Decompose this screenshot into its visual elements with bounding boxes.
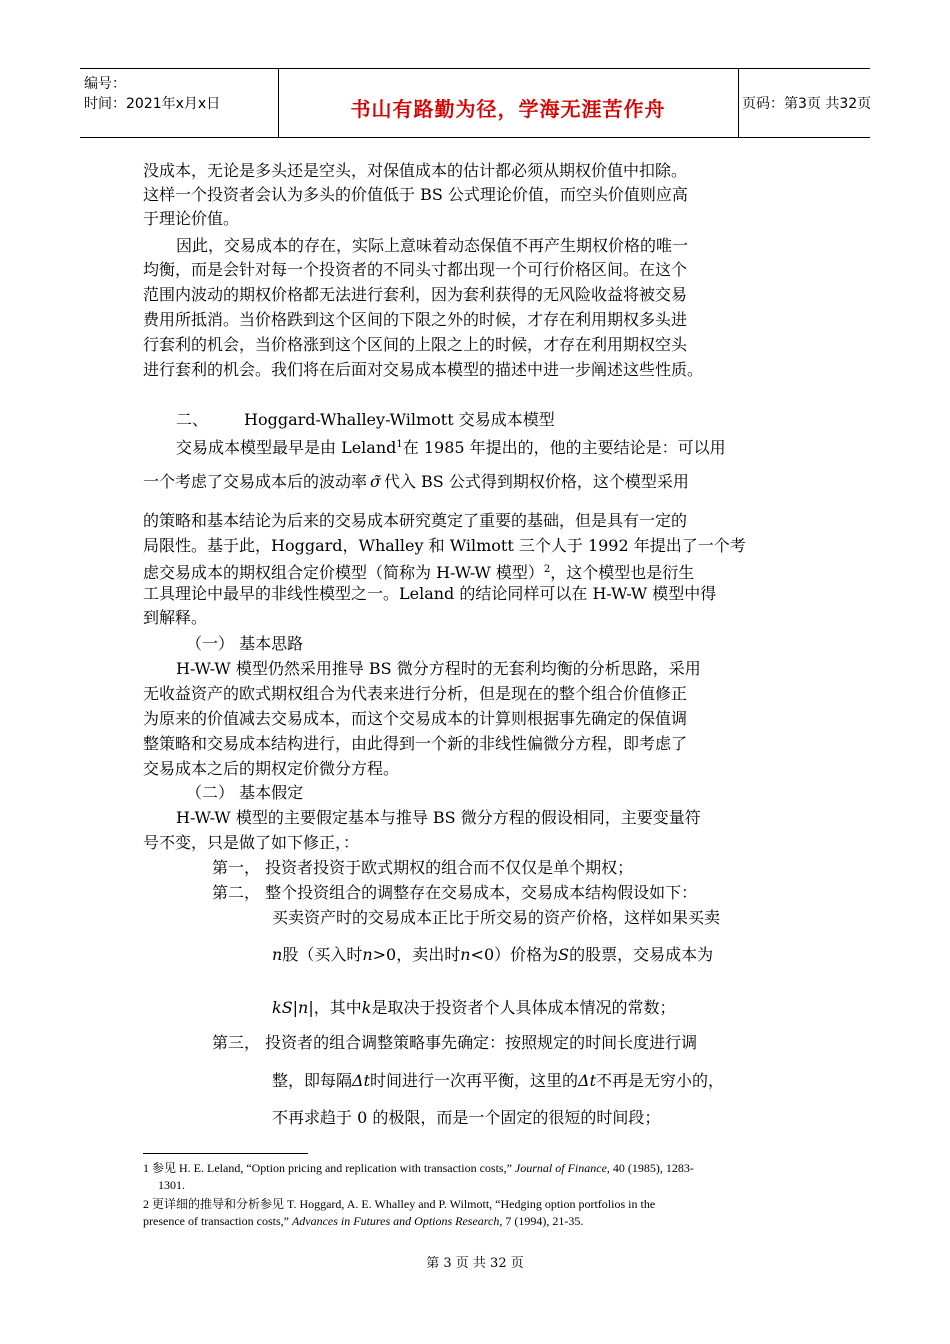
n-symbol: n (460, 945, 471, 964)
list-item: 第一， 投资者投资于欧式期权的组合而不仅仅是单个期权； (212, 858, 634, 877)
paragraph-line (143, 470, 689, 494)
text-run: 是取决于投资者个人具体成本情况的常数； (371, 998, 676, 1017)
header-right-cell (738, 69, 870, 137)
paragraph-line: 因此，交易成本的存在，实际上意味着动态保值不再产生期权价格的唯一 (176, 236, 689, 255)
paragraph-line: 行套利的机会，当价格涨到这个区间的上限之上的时候，才存在利用期权空头 (143, 335, 688, 354)
document-date-label: 时间：2021年x月x日 (84, 96, 221, 112)
text-run: 虑交易成本的期权组合定价模型（简称为 H-W-W 模型） (143, 563, 544, 582)
text-run: ，这个模型也是衍生 (550, 563, 695, 582)
delta-t-symbol: Δt (352, 1071, 370, 1090)
paragraph-line: 工具理论中最早的非线性模型之一。Leland 的结论同样可以在 H-W-W 模型中得 (143, 584, 717, 603)
page-header (80, 68, 870, 138)
page-footer: 第 3 页 共 32 页 (426, 1256, 524, 1271)
text-run: >0，卖出时 (372, 945, 461, 964)
paragraph-line: 进行套利的机会。我们将在后面对交易成本模型的描述中进一步阐述这些性质。 (143, 360, 704, 379)
list-item: 第二， 整个投资组合的调整存在交易成本，交易成本结构假设如下： (212, 883, 698, 902)
list-item-continuation: 买卖资产时的交易成本正比于所交易的资产价格，这样如果买卖 (272, 908, 721, 927)
list-item: 第三， 投资者的组合调整策略事先确定：按照规定的时间长度进行调 (212, 1033, 698, 1052)
text-run: 整，即每隔 (272, 1071, 353, 1090)
sigma-tilde-symbol: σ̃ (370, 472, 381, 491)
footnote-1 (143, 1160, 694, 1177)
paragraph-line: 没成本，无论是多头还是空头，对保值成本的估计都必须从期权价值中扣除。 (143, 161, 688, 180)
list-item-continuation (272, 996, 675, 1020)
header-middle-cell (278, 69, 739, 137)
text-run: , 40 (1985), 1283- (606, 1161, 694, 1175)
text-run: 在 1985 年提出的，他的主要结论是：可以用 (402, 438, 726, 457)
header-motto: 书山有路勤为径，学海无涯苦作舟 (350, 97, 666, 121)
document-number-label: 编号： (84, 76, 126, 92)
text-run: 不再是无穷小的， (596, 1071, 725, 1090)
paragraph-line: 号不变，只是做了如下修正，： (143, 833, 360, 852)
list-item-continuation: 不再求趋于 0 的极限，而是一个固定的很短的时间段； (272, 1108, 661, 1127)
journal-name: Advances in Futures and Options Research (291, 1214, 500, 1228)
text-run: 交易成本模型最早是由 Leland (176, 438, 397, 457)
paragraph-line: 费用所抵消。当价格跌到这个区间的下限之外的时候，才存在利用期权多头进 (143, 310, 688, 329)
delta-t-symbol: Δt (578, 1071, 596, 1090)
paragraph-line: 为原来的价值减去交易成本，而这个交易成本的计算则根据事先确定的保值调 (143, 709, 688, 728)
paragraph-line (143, 558, 694, 585)
paragraph-line: 的策略和基本结论为后来的交易成本研究奠定了重要的基础，但是具有一定的 (143, 511, 688, 530)
subsection-heading: （二） 基本假定 (186, 783, 304, 802)
text-run: 代入 BS 公式得到期权价格，这个模型采用 (383, 472, 689, 491)
paragraph-line: H-W-W 模型仍然采用推导 BS 微分方程时的无套利均衡的分析思路，采用 (176, 659, 701, 678)
footnote-ref-1: 1 (396, 439, 403, 450)
paragraph-line: 到解释。 (143, 608, 208, 627)
list-item-continuation (272, 1069, 724, 1093)
paragraph-line (176, 433, 726, 460)
k-symbol: k (361, 998, 372, 1017)
paragraph-line: 局限性。基于此，Hoggard，Whalley 和 Wilmott 三个人于 1992 年提出了一个考 (143, 536, 746, 555)
paragraph-line: 整策略和交易成本结构进行，由此得到一个新的非线性偏微分方程，即考虑了 (143, 734, 688, 753)
text-run: ，其中 (313, 998, 362, 1017)
text-run: 1 参见 H. E. Leland, “Option pricing and replication with transaction costs,” (143, 1161, 515, 1175)
header-page-info: 页码：第3页 共32页 (742, 96, 872, 112)
text-run: 股（买入时 (282, 945, 363, 964)
footnote-separator (143, 1153, 308, 1154)
subsection-heading: （一） 基本思路 (186, 634, 304, 653)
list-item-continuation (272, 943, 713, 967)
text-run: 时间进行一次再平衡，这里的 (370, 1071, 579, 1090)
text-run: , 7 (1994), 21-35. (499, 1214, 584, 1228)
footnote-2-continuation (143, 1213, 583, 1230)
section-number: 二、 (176, 410, 209, 429)
ksn-formula: kS|n| (272, 998, 314, 1017)
text-run: <0）价格为 (470, 945, 559, 964)
paragraph-line: 无收益资产的欧式期权组合为代表来进行分析，但是现在的整个组合价值修正 (143, 684, 688, 703)
header-left-cell (80, 69, 279, 137)
paragraph-line: 均衡，而是会针对每一个投资者的不同头寸都出现一个可行价格区间。在这个 (143, 260, 688, 279)
footnote-1-continuation: 1301. (158, 1178, 185, 1192)
paragraph-line: 这样一个投资者会认为多头的价值低于 BS 公式理论价值，而空头价值则应高 (143, 185, 688, 204)
paragraph-line: 于理论价值。 (143, 209, 240, 228)
n-symbol: n (362, 945, 373, 964)
n-symbol: n (272, 945, 283, 964)
paragraph-line: 交易成本之后的期权定价微分方程。 (143, 759, 400, 778)
footnote-2: 2 更详细的推导和分析参见 T. Hoggard, A. E. Whalley and P. Wilmott, “Hedging option portfolios in the (143, 1197, 656, 1211)
paragraph-line: H-W-W 模型的主要假定基本与推导 BS 微分方程的假设相同，主要变量符 (176, 808, 701, 827)
text-run: 一个考虑了交易成本后的波动率 (143, 472, 368, 491)
text-run: 的股票，交易成本为 (569, 945, 714, 964)
journal-name: Journal of Finance (514, 1161, 607, 1175)
footnote-ref-2: 2 (543, 564, 551, 575)
text-run: presence of transaction costs,” (143, 1214, 292, 1228)
s-symbol: S (558, 945, 570, 964)
section-title: Hoggard-Whalley-Wilmott 交易成本模型 (244, 410, 555, 429)
paragraph-line: 范围内波动的期权价格都无法进行套利，因为套利获得的无风险收益将被交易 (143, 285, 688, 304)
